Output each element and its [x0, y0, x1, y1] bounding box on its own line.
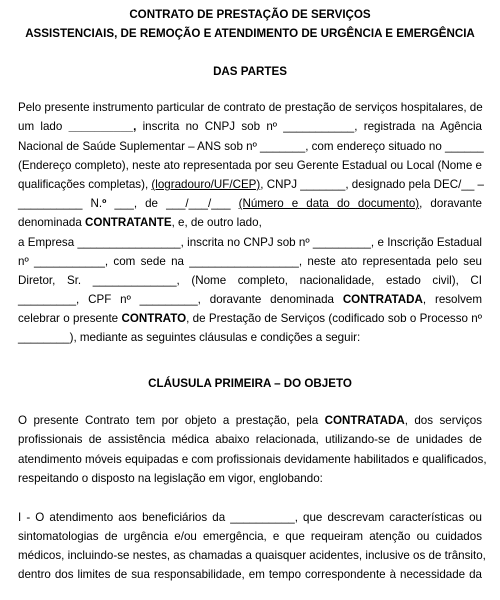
address-placeholder: (logradouro/UF/CEP) — [151, 178, 261, 191]
section-heading-partes: DAS PARTES — [213, 65, 287, 78]
text-segment: celebrar o presente — [18, 312, 122, 325]
contract-title-line-2: ASSISTENCIAIS, DE REMOÇÃO E ATENDIMENTO DE URGÊNCIA E EMERGÊNCIA — [25, 27, 475, 40]
text-segment: ___, de ___/___/___ — [106, 197, 239, 210]
paragraph-line: respeitando o disposto na legislação em vigor, englobando: — [18, 472, 323, 485]
text-segment: um lado — [18, 120, 69, 133]
contratada-term: CONTRATADA — [324, 414, 405, 427]
text-segment: , resolvem — [422, 293, 482, 306]
document-number-placeholder: (Número e data do documento) — [238, 197, 420, 210]
paragraph-line: ________), mediante as seguintes cláusulas e condições a seguir: — [18, 331, 361, 344]
contratante-term: CONTRATANTE — [85, 216, 172, 229]
contrato-term: CONTRATO — [121, 312, 187, 325]
paragraph-line — [18, 312, 482, 326]
paragraph-line: Diretor, Sr. _____________, (Nome completo, nacionalidade, estado civil), CI — [18, 274, 482, 287]
text-segment: , CNPJ _______, designado pela DEC/__ – — [260, 178, 484, 191]
paragraph-line — [18, 414, 482, 428]
paragraph-line: atendimento móveis equipadas e com profissionais devidamente habilitados e qualificados, — [18, 453, 487, 466]
paragraph-line: sintomatologias de urgência e/ou emergência, e que requeiram atenção ou cuidados — [18, 530, 482, 543]
text-segment: inscrita no CNPJ sob nº ___________, registrada na Agência — [136, 120, 483, 133]
paragraph-line: nº ___________, com sede na _________________, neste ato representada pelo seu — [18, 255, 482, 268]
paragraph-line — [18, 120, 482, 134]
text-segment: __________ N. — [18, 197, 103, 210]
contractor-name-blank: __________, — [68, 120, 137, 133]
text-segment: denominada — [18, 216, 86, 229]
paragraph-line — [18, 293, 482, 307]
paragraph-line: I - O atendimento aos beneficiários da __________, que descrevam características ou — [18, 511, 482, 524]
paragraph-line: profissionais de assistência médica abaixo relacionada, utilizando-se de unidades de — [18, 433, 482, 446]
text-segment: , dos serviços — [404, 414, 482, 427]
ordinal-sign: º — [102, 197, 107, 210]
text-segment: , de Prestação de Serviços (codificado sob o Processo nº — [186, 312, 482, 325]
paragraph-line: (Endereço completo), neste ato representada por seu Gerente Estadual ou Local (Nome e — [18, 159, 482, 172]
paragraph-line: a Empresa ________________, inscrita no CNPJ sob nº _________, e Inscrição Estadual — [18, 236, 482, 249]
text-segment: _________, CPF nº _________, doravante denominada — [18, 293, 343, 306]
paragraph-line: Pelo presente instrumento particular de contrato de prestação de serviços hospitalares, de — [18, 101, 483, 114]
paragraph-line — [18, 178, 482, 192]
text-segment: , e, de outro lado, — [171, 216, 262, 229]
paragraph-line: Nacional de Saúde Suplementar – ANS sob nº _______, com endereço situado no ______ — [18, 140, 484, 153]
paragraph-line — [18, 216, 482, 230]
paragraph-line — [18, 197, 482, 211]
text-segment: O presente Contrato tem por objeto a prestação, pela — [18, 414, 325, 427]
paragraph-line: dentro dos limites de sua responsabilidade, em tempo correspondente à necessidade da — [18, 568, 482, 581]
text-segment: , doravante — [419, 197, 482, 210]
text-segment: qualificações completas), — [18, 178, 152, 191]
paragraph-line: médicos, incluindo-se nestes, as chamadas a quaisquer acidentes, inclusive os de trânsito, — [18, 549, 486, 562]
contract-title-line-1: CONTRATO DE PRESTAÇÃO DE SERVIÇOS — [129, 8, 371, 21]
contratada-term: CONTRATADA — [342, 293, 423, 306]
section-heading-clausula-primeira: CLÁUSULA PRIMEIRA – DO OBJETO — [148, 377, 352, 390]
